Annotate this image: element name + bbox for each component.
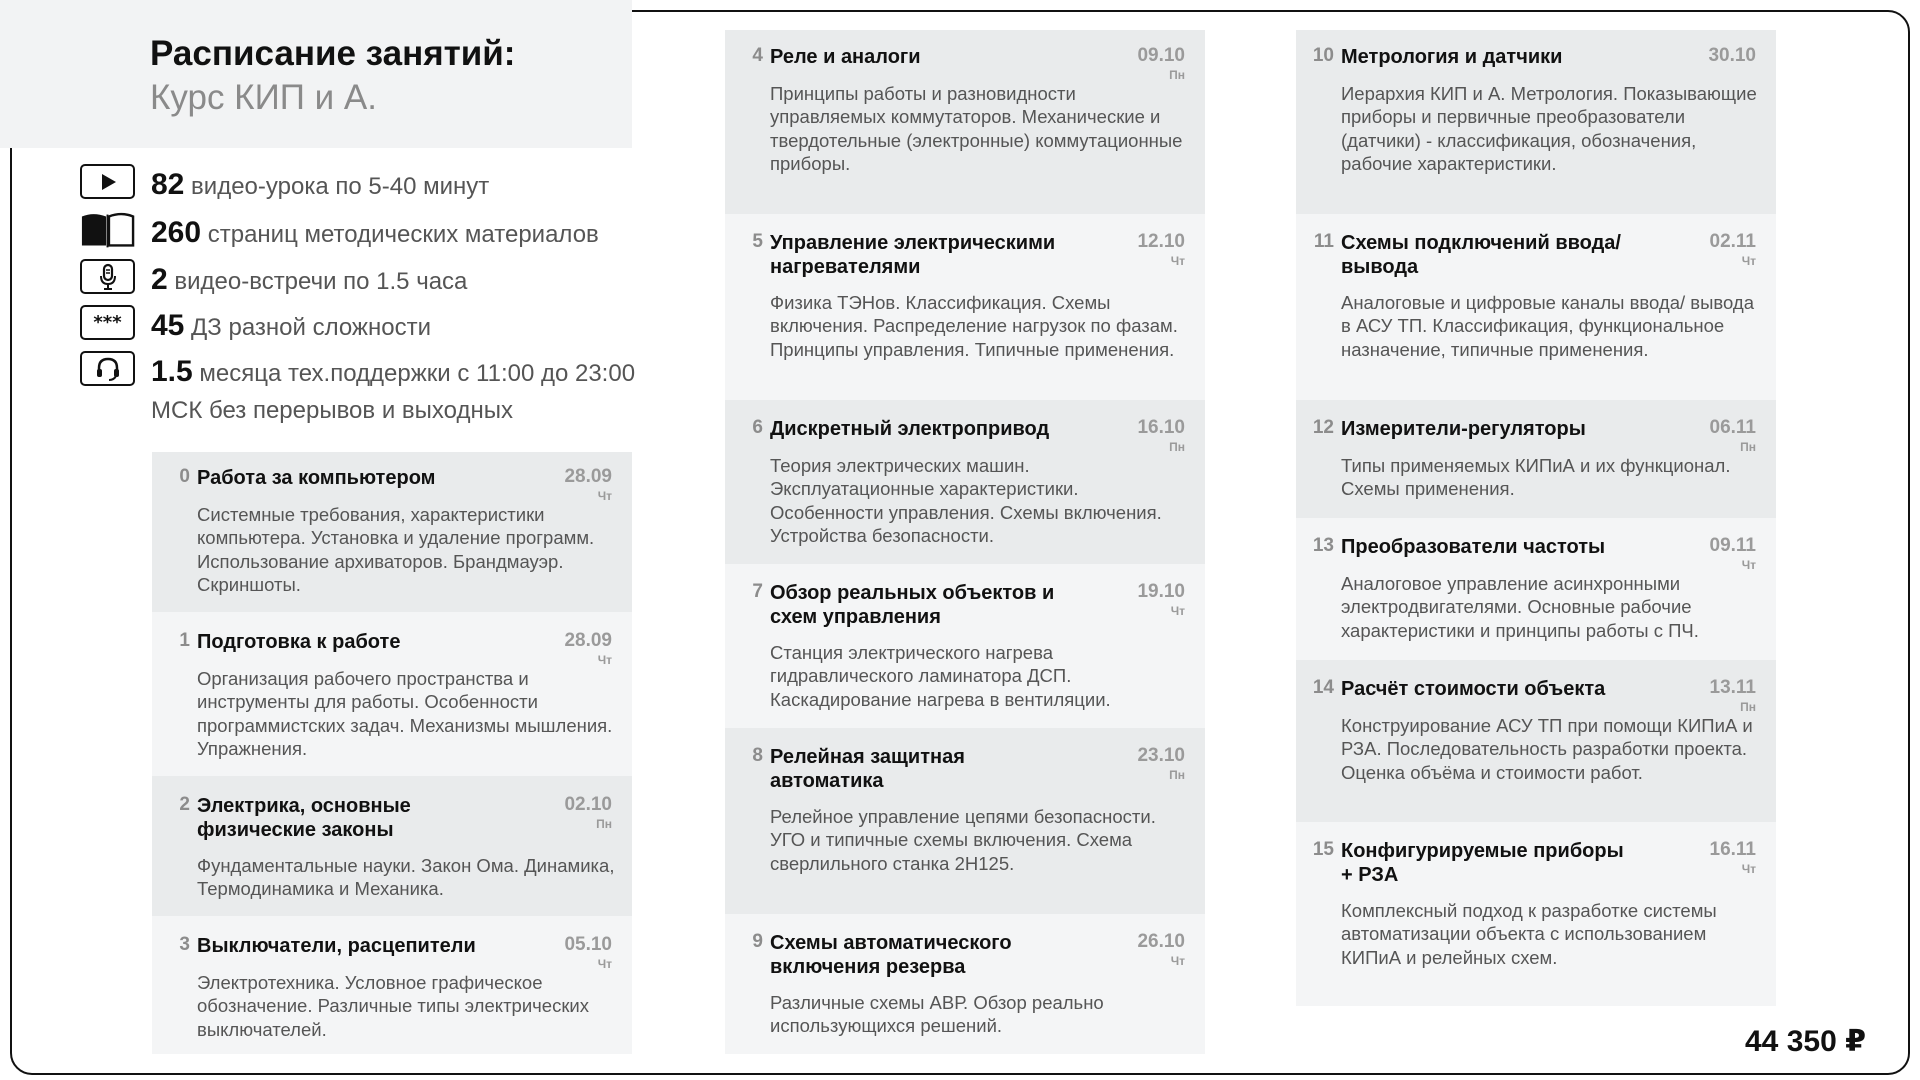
stat-label: месяца тех.поддержки с 11:00 до 23:00 МСК без перерывов и выходных	[151, 360, 636, 424]
stat-label: страниц методических материалов	[207, 221, 599, 248]
lesson-card	[725, 564, 1205, 728]
lesson-title: Преобразователи частоты	[1341, 536, 1606, 558]
stat-label: ДЗ разной сложности	[191, 314, 431, 341]
lesson-card	[1296, 30, 1776, 214]
lesson-description: Станция электрического нагрева гидравлического ламинатора ДСП. Каскадирование нагрева в вентиляции.	[770, 642, 1111, 710]
microphone-icon	[80, 259, 135, 294]
lesson-number: 12	[1312, 417, 1334, 438]
stat-number: 82	[151, 168, 185, 201]
lesson-number: 4	[752, 45, 763, 66]
lesson-day: Пн	[1169, 440, 1185, 454]
headset-icon	[80, 351, 135, 386]
lesson-description: Иерархия КИП и А. Метрология. Показывающие приборы и первичные преобразователи (датчики) - классификация, обозначения, рабочие характеристики.	[1341, 83, 1757, 174]
page-subtitle: Курс КИП и А.	[150, 78, 377, 117]
lesson-description: Типы применяемых КИПиА и их функционал. Схемы применения.	[1341, 455, 1731, 500]
lesson-day: Пн	[1169, 68, 1185, 82]
lesson-title: Схемы подключений ввода/ вывода	[1341, 232, 1621, 278]
lesson-description: Электротехника. Условное графическое обозначение. Различные типы электрических выключателей.	[197, 972, 590, 1040]
lesson-card	[725, 728, 1205, 914]
stat-number: 45	[151, 309, 185, 342]
lesson-number: 14	[1312, 677, 1334, 698]
stat-number: 2	[151, 263, 168, 296]
lesson-card	[1296, 400, 1776, 518]
lesson-description: Фундаментальные науки. Закон Ома. Динамика, Термодинамика и Механика.	[197, 855, 615, 900]
lesson-date: 26.10	[1137, 931, 1185, 952]
lesson-description: Комплексный подход к разработке системы автоматизации объекта с использованием КИПиА и релейных схем.	[1341, 900, 1717, 968]
lesson-title: Схемы автоматического включения резерва	[770, 932, 1012, 978]
lesson-number: 6	[752, 417, 763, 438]
lesson-day: Чт	[1741, 254, 1756, 268]
lesson-date: 16.11	[1709, 839, 1756, 860]
lesson-title: Электрика, основные физические законы	[197, 795, 411, 841]
lesson-number: 11	[1313, 231, 1334, 252]
lesson-description: Принципы работы и разновидности управляемых коммутаторов. Механические и твердотельные (электронные) коммутационные приборы.	[770, 83, 1183, 174]
lesson-description: Релейное управление цепями безопасности. УГО и типичные схемы включения. Схема сверлильного станка 2Н125.	[770, 806, 1156, 874]
lesson-date: 06.11	[1709, 417, 1756, 438]
lesson-date: 09.10	[1137, 45, 1185, 66]
stat-number: 1.5	[151, 355, 193, 388]
lesson-description: Аналоговое управление асинхронными электродвигателями. Основные рабочие характеристики и принципы работы с ПЧ.	[1341, 573, 1699, 641]
lesson-title: Конфигурируемые приборы + РЗА	[1341, 840, 1624, 886]
lesson-card	[725, 914, 1205, 1054]
lesson-number: 3	[179, 934, 190, 955]
lesson-number: 10	[1312, 45, 1334, 66]
lesson-card	[1296, 660, 1776, 822]
password-icon: ***	[80, 305, 135, 340]
lesson-day: Чт	[597, 957, 612, 971]
lesson-number: 8	[752, 745, 763, 766]
lesson-title: Дискретный электропривод	[770, 418, 1050, 440]
lesson-card	[152, 916, 632, 1054]
lesson-title: Расчёт стоимости объекта	[1341, 678, 1606, 700]
lesson-number: 7	[752, 581, 763, 602]
lesson-number: 5	[752, 231, 763, 252]
lesson-number: 9	[752, 931, 763, 952]
lesson-date: 28.09	[564, 466, 612, 487]
lesson-day: Чт	[1741, 862, 1756, 876]
lesson-title: Метрология и датчики	[1341, 46, 1563, 68]
lesson-day: Чт	[597, 653, 612, 667]
lesson-date: 28.09	[564, 630, 612, 651]
lesson-title: Обзор реальных объектов и схем управления	[770, 582, 1055, 628]
lesson-date: 02.11	[1709, 231, 1756, 252]
lesson-title: Выключатели, расцепители	[197, 935, 476, 957]
stat-pages	[80, 208, 640, 255]
lesson-day: Пн	[596, 817, 612, 831]
lesson-number: 1	[179, 630, 190, 651]
lesson-date: 13.11	[1709, 677, 1756, 698]
stat-label: видео-урока по 5-40 минут	[191, 173, 490, 200]
lesson-card	[725, 400, 1205, 564]
lesson-title: Релейная защитная автоматика	[770, 746, 965, 792]
lesson-description: Физика ТЭНов. Классификация. Схемы включения. Распределение нагрузок по фазам. Принципы управления. Типичные применения.	[770, 292, 1178, 360]
title-box	[0, 0, 632, 148]
play-icon	[80, 164, 135, 199]
lesson-description: Системные требования, характеристики компьютера. Установка и удаление программ. Использование архиваторов. Брандмауэр. Скриншоты.	[197, 504, 595, 595]
lesson-number: 15	[1312, 839, 1334, 860]
stat-label: видео-встречи по 1.5 часа	[174, 268, 468, 295]
lesson-card	[725, 214, 1205, 400]
book-icon	[80, 212, 135, 247]
stat-support	[80, 347, 640, 427]
lesson-date: 12.10	[1137, 231, 1185, 252]
page-title: Расписание занятий:	[150, 34, 516, 73]
lesson-number: 2	[179, 794, 190, 815]
lesson-day: Чт	[597, 489, 612, 503]
lesson-card	[152, 776, 632, 916]
lesson-description: Различные схемы АВР. Обзор реально использующихся решений.	[770, 992, 1104, 1037]
lesson-date: 02.10	[564, 794, 612, 815]
lesson-date: 23.10	[1137, 745, 1185, 766]
lesson-date: 09.11	[1709, 535, 1756, 556]
lesson-day: Чт	[1170, 954, 1185, 968]
lesson-description: Организация рабочего пространства и инструменты для работы. Особенности программистских задач. Механизмы мышления. Упражнения.	[197, 668, 613, 759]
lesson-description: Теория электрических машин. Эксплуатационные характеристики. Особенности управления. Схемы включения. Устройства безопасности.	[770, 455, 1162, 546]
lesson-card	[152, 452, 632, 612]
lesson-number: 13	[1312, 535, 1334, 556]
lesson-card	[152, 612, 632, 776]
lesson-day: Чт	[1741, 558, 1756, 572]
lesson-title: Реле и аналоги	[770, 46, 921, 68]
lesson-card	[1296, 822, 1776, 1006]
lesson-date: 30.10	[1708, 45, 1756, 66]
lesson-card	[1296, 214, 1776, 400]
lesson-title: Работа за компьютером	[197, 467, 436, 489]
lesson-description: Конструирование АСУ ТП при помощи КИПиА и РЗА. Последовательность разработки проекта. Оценка объёма и стоимости работ.	[1341, 715, 1753, 783]
lesson-card	[725, 30, 1205, 214]
lesson-title: Измерители-регуляторы	[1341, 418, 1586, 440]
lesson-day: Пн	[1740, 700, 1756, 714]
lesson-day: Пн	[1169, 768, 1185, 782]
stat-meetings	[80, 255, 640, 301]
lesson-date: 16.10	[1137, 417, 1185, 438]
lesson-title: Подготовка к работе	[197, 631, 401, 653]
lesson-day: Чт	[1170, 604, 1185, 618]
stat-homework	[80, 301, 640, 347]
lesson-description: Аналоговые и цифровые каналы ввода/ вывода в АСУ ТП. Классификация, функциональное назначение, типичные применения.	[1341, 292, 1755, 360]
lesson-date: 05.10	[564, 934, 612, 955]
lesson-day: Пн	[1740, 440, 1756, 454]
course-stats	[80, 160, 640, 427]
stat-videos	[80, 160, 640, 208]
course-price: 44 350 ₽	[1745, 1025, 1866, 1058]
lesson-number: 0	[179, 466, 190, 487]
lesson-card	[1296, 518, 1776, 660]
lesson-day: Чт	[1170, 254, 1185, 268]
lesson-date: 19.10	[1137, 581, 1185, 602]
stat-number: 260	[151, 216, 202, 249]
lesson-title: Управление электрическими нагревателями	[770, 232, 1056, 278]
